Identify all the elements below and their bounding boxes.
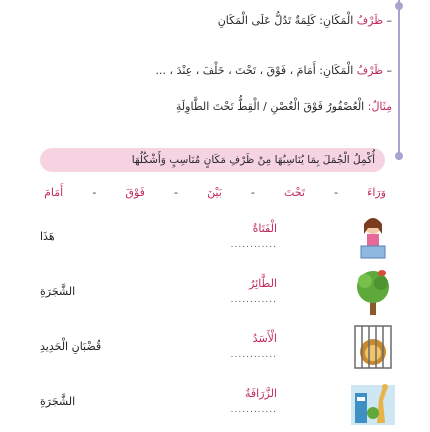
sentence-end: هَذَا [40,230,55,243]
bird-tree-icon [351,269,395,315]
exercise-row [40,212,395,267]
grammar-example [176,100,392,113]
lion-cage-icon [351,324,395,370]
word-bank-item: تَحْتَ [284,186,305,199]
girl-with-box-icon [351,214,395,260]
sentence-end: الشَّجَرَةِ [40,395,76,408]
line-highlight: ظَرْفُ [356,14,383,27]
word-bank-item: وَرَاءَ [367,186,386,199]
subject-label: الزَّرَافَةُ [244,387,277,400]
word-separator: - [173,186,178,199]
subject-label: الطَّائِرُ [249,277,277,290]
example-text: الْعُصْفُورُ فَوْقَ الْغُصْنِ / الْقِطُّ تَحْتَ الطَّاوِلَةِ [175,100,365,113]
grammar-line-1 [218,14,392,27]
line-text: الْمَكَانِ: أَمَامَ ، فَوْقَ ، تَحْتَ ، خَلْفَ ، عِنْدَ ، ... [155,64,354,77]
line-highlight: ظَرْفُ [356,64,383,77]
exercise-row [40,267,395,322]
word-bank [44,186,386,199]
exercise-row [40,322,395,377]
exercise-instruction: أُكْمِلُ الْجُمَلَ بِمَا يُنَاسِبُهَا مِنْ ظَرْفِ مَكَانٍ مُنَاسِبٍ وَأَشْكُلُهَا [40,148,385,172]
word-separator: - [92,186,97,199]
grammar-line-2 [156,64,392,77]
line-text: الْمَكَانِ: كَلِمَةٌ تَدُلُّ عَلَى الْمَكَانِ [217,14,354,27]
sentence-end: الشَّجَرَةِ [40,285,76,298]
line-prefix: – [386,14,392,27]
word-bank-item: فَوْقَ [125,186,145,199]
line-prefix: – [386,64,392,77]
exercise-row [40,377,395,432]
margin-dot [395,2,403,10]
blank-line: ............ [230,240,277,250]
blank-line: ............ [230,405,277,415]
blank-line: ............ [230,295,277,305]
subject-label: الْفَتَاةُ [252,222,277,235]
example-label: مِثَالٌ: [367,100,392,113]
margin-rule [398,0,400,160]
blank-line: ............ [230,350,277,360]
word-bank-item: أَمَامَ [44,186,64,199]
word-bank-item: بَيْنَ [207,186,222,199]
exercise-list [40,212,395,432]
margin-dot [395,152,403,160]
sentence-end: قُضْبَانِ الْحَدِيدِ [40,340,102,353]
subject-label: الْأَسَدُ [252,332,277,345]
giraffe-icon [351,379,395,425]
word-separator: - [250,186,255,199]
word-separator: - [334,186,339,199]
